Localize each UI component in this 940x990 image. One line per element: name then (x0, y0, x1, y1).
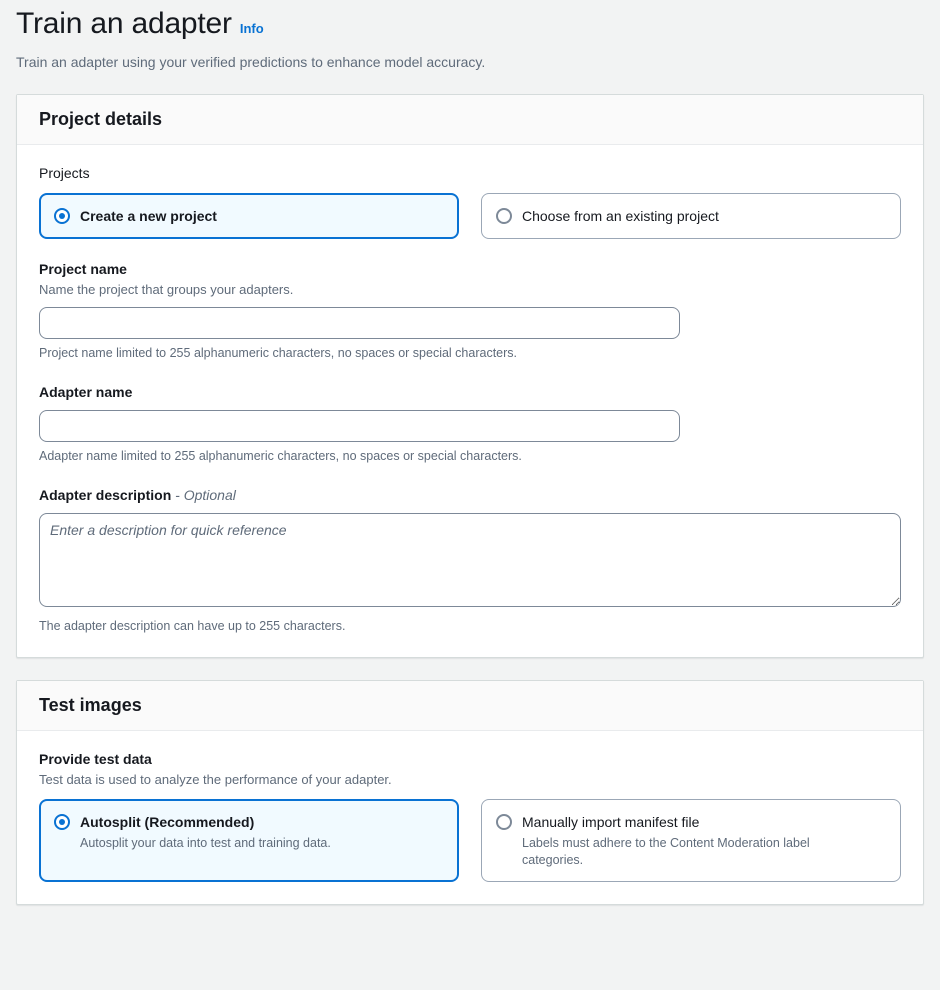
adapter-description-label-text: Adapter description (39, 487, 172, 503)
radio-existing-project-label: Choose from an existing project (522, 208, 719, 224)
adapter-name-label: Adapter name (39, 384, 133, 400)
radio-autosplit-sub: Autosplit your data into test and training data. (80, 836, 331, 850)
project-name-description: Name the project that groups your adapters. (39, 282, 294, 297)
radio-icon (54, 208, 70, 224)
project-name-input[interactable] (39, 307, 680, 339)
radio-existing-project[interactable] (481, 193, 901, 239)
project-name-field (39, 259, 901, 362)
adapter-description-optional: - Optional (175, 487, 236, 503)
project-name-hint: Project name limited to 255 alphanumeric characters, no spaces or special characters. (39, 346, 518, 360)
test-data-radio-group (39, 799, 901, 882)
page-header (0, 0, 940, 72)
project-name-label: Project name (39, 261, 127, 277)
project-details-container (16, 94, 924, 658)
adapter-name-field (39, 382, 901, 465)
radio-icon (496, 814, 512, 830)
test-images-title: Test images (39, 695, 142, 715)
radio-create-new-project-label: Create a new project (80, 208, 217, 224)
test-images-body (17, 731, 923, 904)
test-images-container (16, 680, 924, 905)
adapter-name-input[interactable] (39, 410, 680, 442)
radio-manual-manifest-label: Manually import manifest file (522, 814, 700, 830)
adapter-description-hint: The adapter description can have up to 255 characters. (39, 619, 346, 633)
projects-label: Projects (39, 165, 90, 181)
test-images-header (17, 681, 923, 731)
radio-icon (54, 814, 70, 830)
radio-create-new-project[interactable] (39, 193, 459, 239)
radio-autosplit[interactable] (39, 799, 459, 882)
radio-icon (496, 208, 512, 224)
page-title: Train an adapter (16, 7, 232, 40)
radio-manual-manifest-sub: Labels must adhere to the Content Moderation label categories. (522, 836, 810, 867)
provide-test-data-label: Provide test data (39, 751, 152, 767)
page-description: Train an adapter using your verified predictions to enhance model accuracy. (16, 54, 486, 70)
projects-field (39, 163, 901, 239)
project-details-title: Project details (39, 109, 163, 129)
project-details-body (17, 145, 923, 657)
adapter-name-hint: Adapter name limited to 255 alphanumeric characters, no spaces or special characters. (39, 449, 522, 463)
adapter-description-field (39, 485, 901, 635)
adapter-description-label (39, 485, 901, 505)
radio-autosplit-label: Autosplit (Recommended) (80, 814, 255, 830)
project-details-header (17, 95, 923, 145)
title-row (16, 0, 924, 44)
provide-test-data-description: Test data is used to analyze the performance of your adapter. (39, 772, 392, 787)
adapter-description-textarea[interactable] (39, 513, 901, 607)
info-link[interactable]: Info (239, 21, 264, 36)
projects-radio-group (39, 193, 901, 239)
radio-manual-manifest[interactable] (481, 799, 901, 882)
